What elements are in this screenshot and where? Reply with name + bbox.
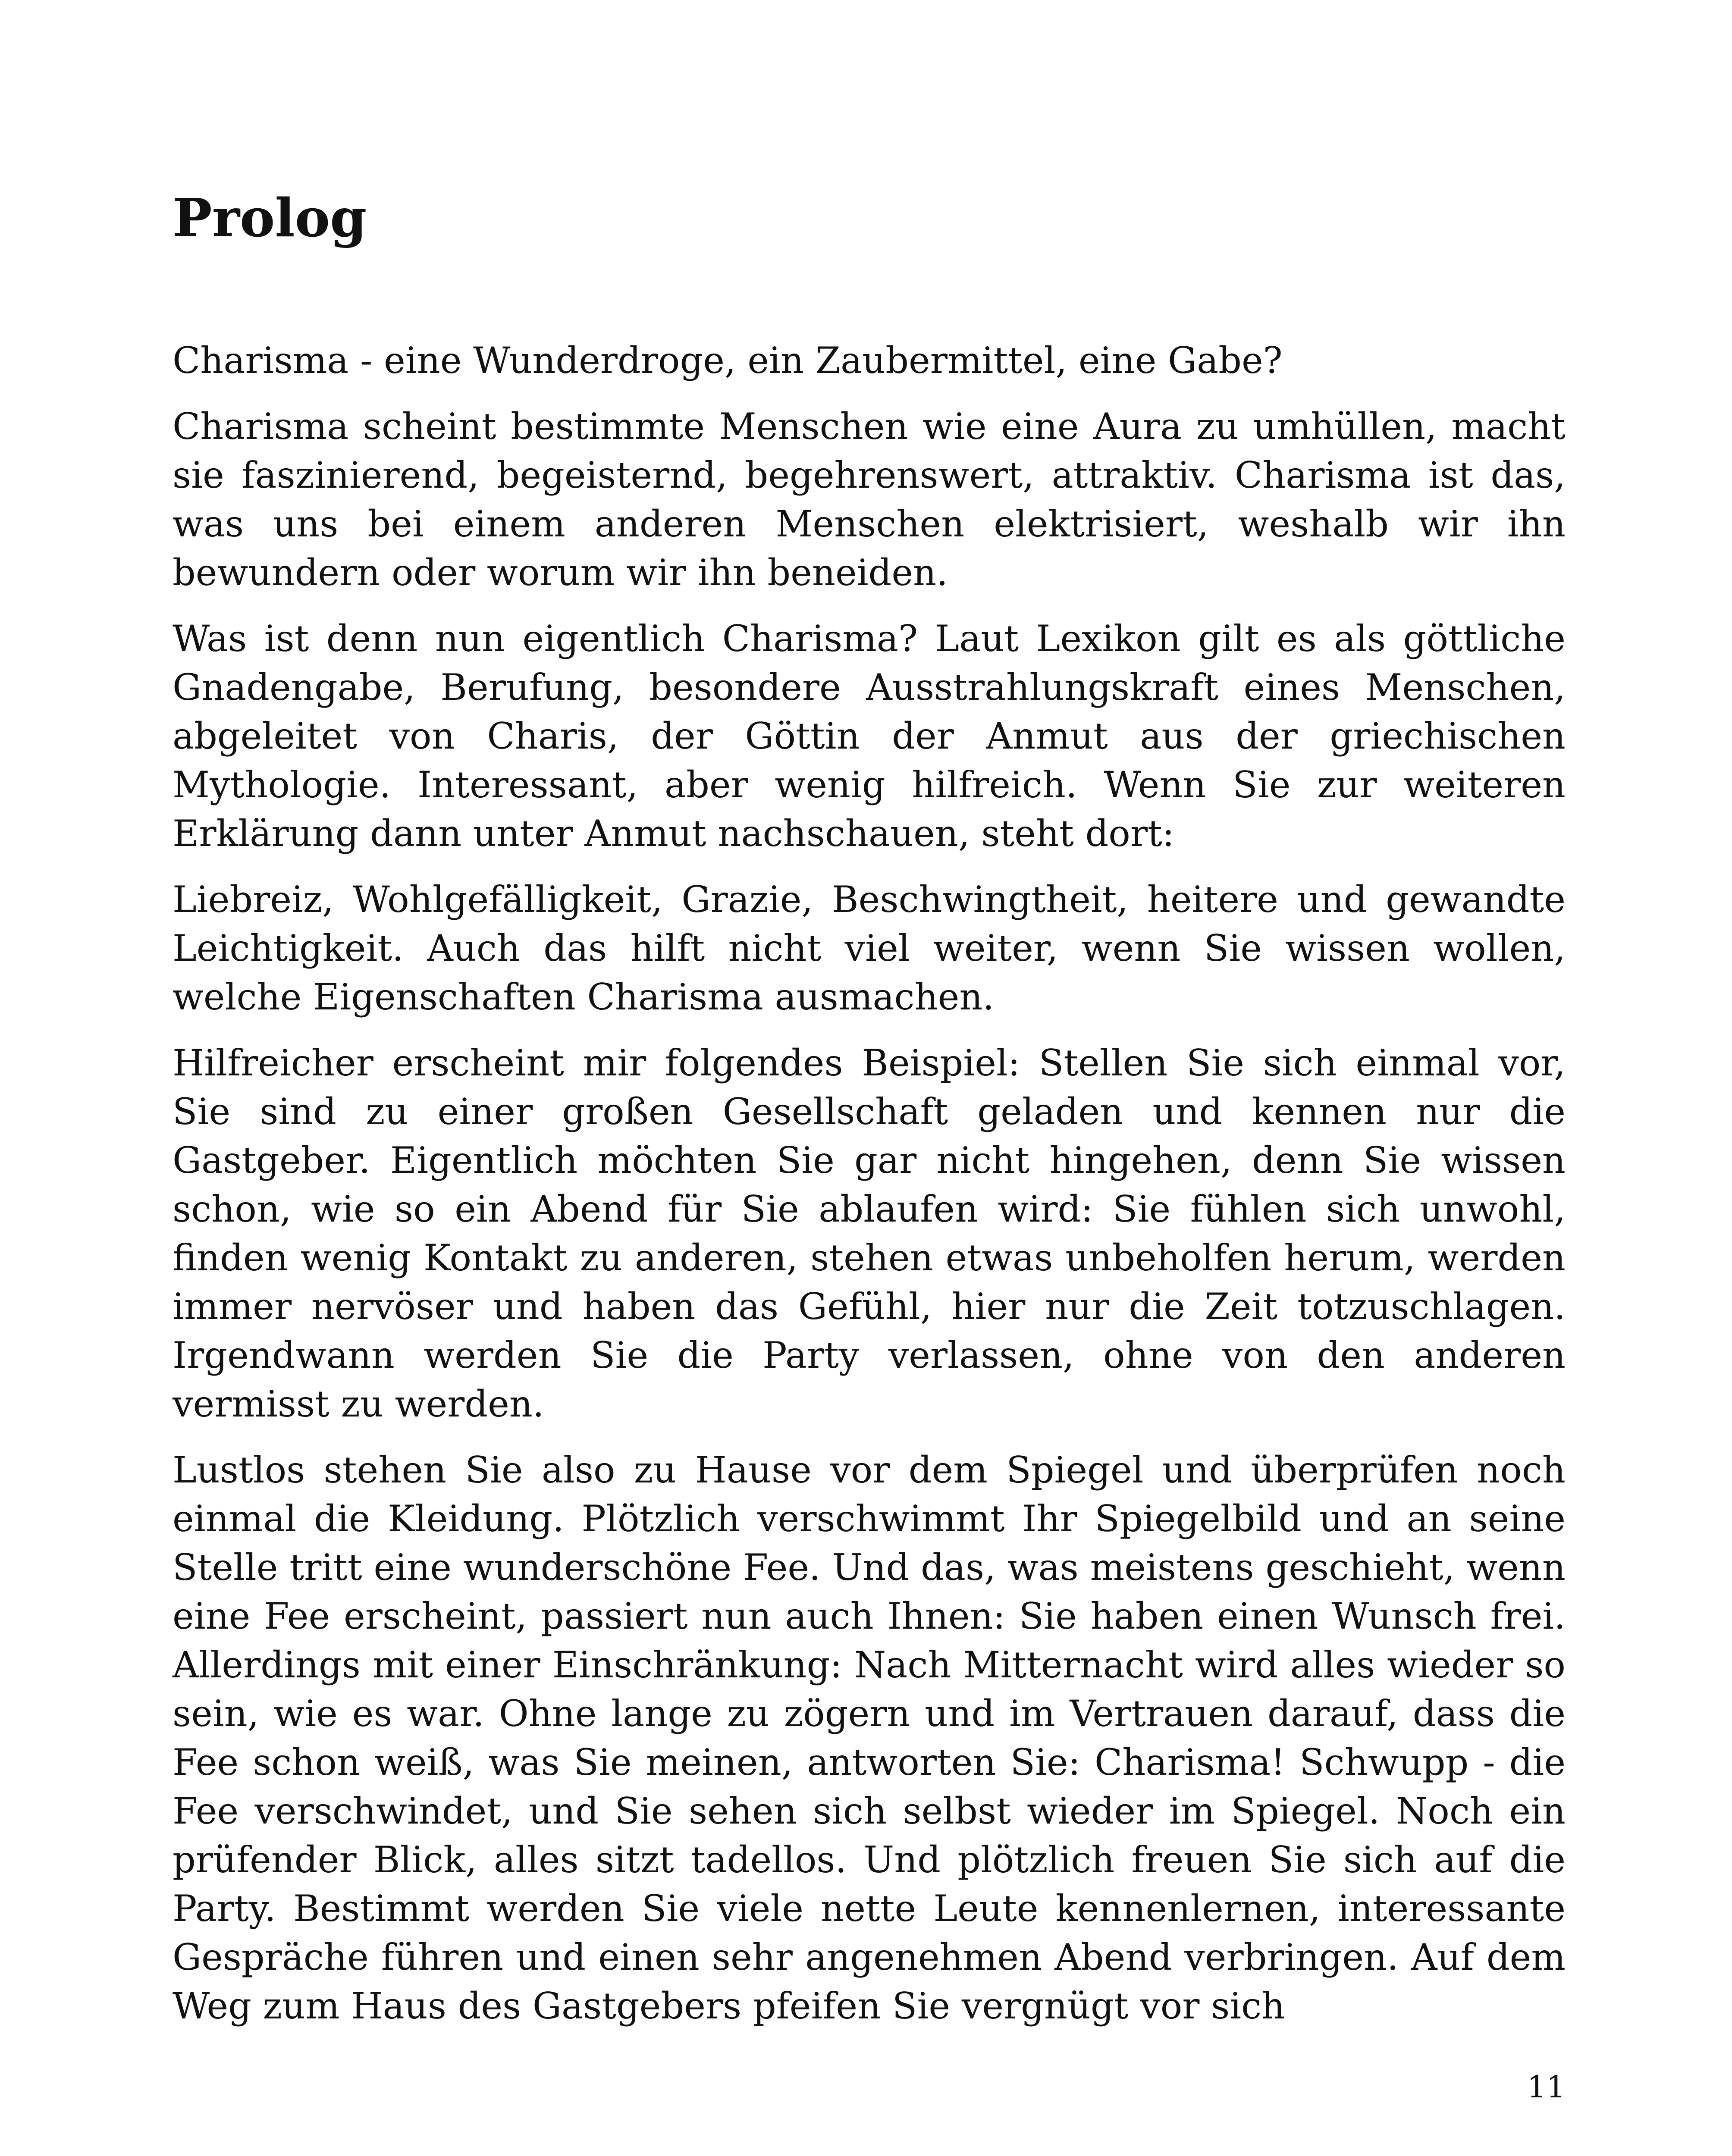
- paragraph-6: Lustlos stehen Sie also zu Hause vor dem Spiegel und überprüfen noch einmal die Kleidung. Plötzlich verschwimmt Ihr Spiegelbild und an seine Stelle tritt eine wunderschöne Fee. Und das, was meistens geschieht, wenn eine Fee erscheint, passiert nun auch Ihnen: Sie haben einen Wunsch frei. Allerdings mit einer Einschränkung: Nach Mitternacht wird alles wieder so sein, wie es war. Ohne lange zu zögern und im Vertrauen darauf, dass die Fee schon weiß, was Sie meinen, antworten Sie: Charisma! Schwupp - die Fee verschwindet, und Sie sehen sich selbst wieder im Spiegel. Noch ein prüfender Blick, alles sitzt tadellos. Und plötzlich freuen Sie sich auf die Party. Bestimmt werden Sie viele nette Leute kennenlernen, interessante Gespräche führen und einen sehr angenehmen Abend verbringen. Auf dem Weg zum Haus des Gastgebers pfeifen Sie vergnügt vor sich: [173, 1449, 1566, 2027]
- paragraph-5: Hilfreicher erscheint mir folgendes Beispiel: Stellen Sie sich einmal vor, Sie sind zu einer großen Gesellschaft geladen und kennen nur die Gastgeber. Eigentlich möchten Sie gar nicht hingehen, denn Sie wissen schon, wie so ein Abend für Sie ablaufen wird: Sie fühlen sich unwohl, finden wenig Kontakt zu anderen, stehen etwas unbeholfen herum, werden immer nervöser und haben das Gefühl, hier nur die Zeit totzuschlagen. Irgendwann werden Sie die Party verlassen, ohne von den anderen vermisst zu werden.: [173, 1042, 1566, 1425]
- page-number: 11: [1527, 2069, 1566, 2105]
- paragraph-1: Charisma - eine Wunderdroge, ein Zaubermittel, eine Gabe?: [173, 339, 1283, 382]
- paragraph-2: Charisma scheint bestimmte Menschen wie eine Aura zu umhüllen, macht sie faszinierend, begeisternd, begehrenswert, attraktiv. Charisma ist das, was uns bei einem anderen Menschen elektrisiert, weshalb wir ihn bewundern oder worum wir ihn beneiden.: [173, 405, 1566, 594]
- page-content: [173, 185, 1566, 2048]
- chapter-title: Prolog: [173, 187, 367, 249]
- paragraph-4: Liebreiz, Wohlgefälligkeit, Grazie, Beschwingtheit, heitere und gewandte Leichtigkeit. Auch das hilft nicht viel weiter, wenn Sie wissen wollen, welche Eigenschaften Charisma ausmachen.: [173, 878, 1566, 1018]
- paragraph-3: Was ist denn nun eigentlich Charisma? Laut Lexikon gilt es als göttliche Gnadengabe, Berufung, besondere Ausstrahlungskraft eines Menschen, abgeleitet von Charis, der Göttin der Anmut aus der griechischen Mythologie. Interessant, aber wenig hilfreich. Wenn Sie zur weiteren Erklärung dann unter Anmut nachschauen, steht dort:: [173, 617, 1566, 855]
